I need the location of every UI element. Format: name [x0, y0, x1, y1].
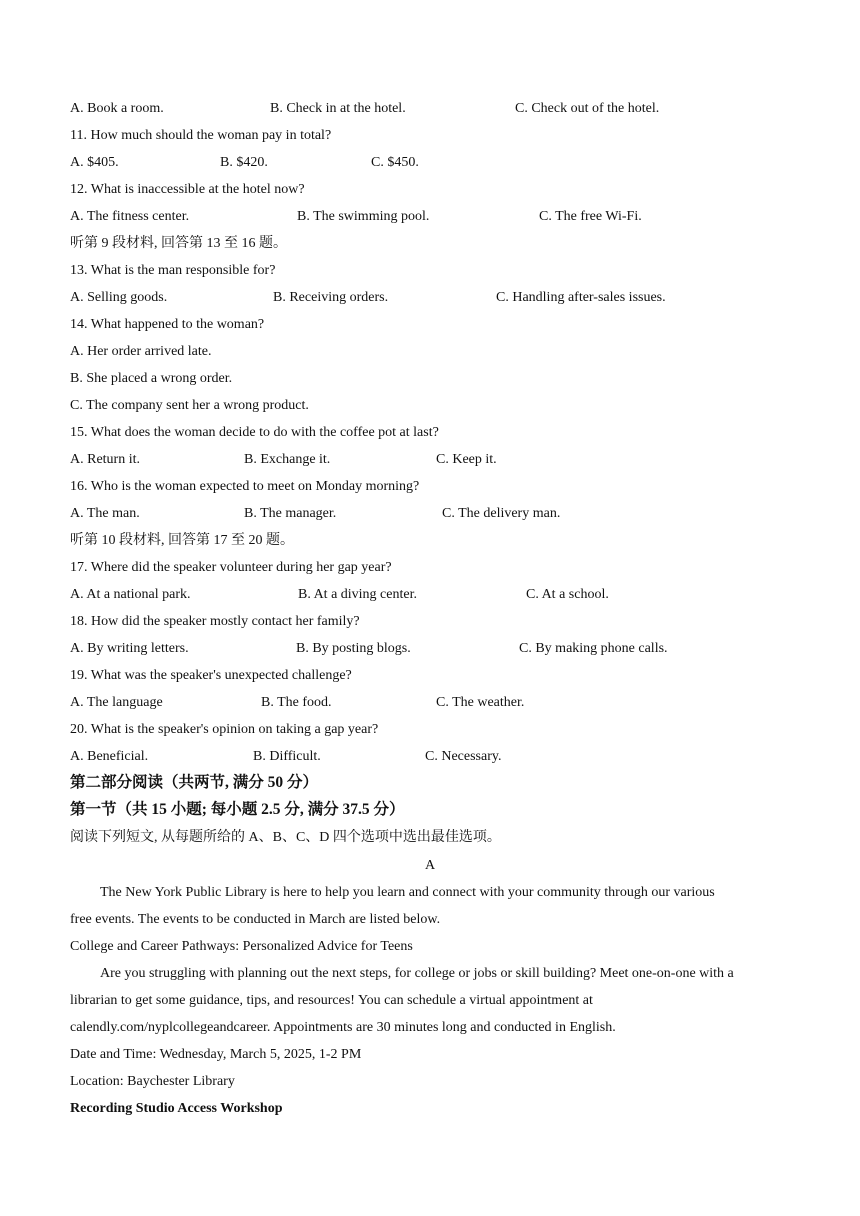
q14-question: 14. What happened to the woman? — [70, 317, 265, 332]
event-2-title: Recording Studio Access Workshop — [70, 1101, 283, 1116]
q14-option-a: A. Her order arrived late. — [70, 344, 212, 359]
q20-question: 20. What is the speaker's opinion on taking a gap year? — [70, 722, 379, 737]
q19-option-b: B. The food. — [261, 695, 332, 710]
q17-option-c: C. At a school. — [526, 587, 609, 602]
q16-option-c: C. The delivery man. — [442, 506, 561, 521]
q16-question: 16. Who is the woman expected to meet on Monday morning? — [70, 479, 420, 494]
reading-instruction: 阅读下列短文, 从每题所给的 A、B、C、D 四个选项中选出最佳选项。 — [70, 830, 501, 845]
q11-option-c: C. $450. — [371, 155, 419, 170]
q17-option-b: B. At a diving center. — [298, 587, 417, 602]
q10-option-b: B. Check in at the hotel. — [270, 101, 406, 116]
q16-option-b: B. The manager. — [244, 506, 337, 521]
q16-option-a: A. The man. — [70, 506, 140, 521]
section-9-instruction: 听第 9 段材料, 回答第 13 至 16 题。 — [70, 236, 287, 251]
q17-question: 17. Where did the speaker volunteer during her gap year? — [70, 560, 392, 575]
q18-option-a: A. By writing letters. — [70, 641, 189, 656]
q10-option-c: C. Check out of the hotel. — [515, 101, 660, 116]
q20-option-b: B. Difficult. — [253, 749, 321, 764]
q19-question: 19. What was the speaker's unexpected challenge? — [70, 668, 352, 683]
q10-option-a: A. Book a room. — [70, 101, 164, 116]
q11-option-a: A. $405. — [70, 155, 119, 170]
passage-letter: A — [424, 858, 436, 873]
passage-paragraph-2-line-2: librarian to get some guidance, tips, and resources! You can schedule a virtual appointment at — [70, 993, 593, 1008]
passage-paragraph-1-line-1: The New York Public Library is here to help you learn and connect with your community through our various — [100, 885, 715, 900]
q18-question: 18. How did the speaker mostly contact her family? — [70, 614, 360, 629]
part-2-title: 第二部分阅读（共两节, 满分 50 分） — [70, 774, 319, 791]
section-10-instruction: 听第 10 段材料, 回答第 17 至 20 题。 — [70, 533, 294, 548]
q12-question: 12. What is inaccessible at the hotel now? — [70, 182, 305, 197]
q15-option-a: A. Return it. — [70, 452, 140, 467]
q13-option-c: C. Handling after-sales issues. — [496, 290, 666, 305]
passage-paragraph-2-line-3: calendly.com/nyplcollegeandcareer. Appointments are 30 minutes long and conducted in English. — [70, 1020, 616, 1035]
q15-question: 15. What does the woman decide to do with the coffee pot at last? — [70, 425, 439, 440]
q15-option-c: C. Keep it. — [436, 452, 497, 467]
q14-option-c: C. The company sent her a wrong product. — [70, 398, 309, 413]
event-1-location: Location: Baychester Library — [70, 1074, 235, 1089]
q12-option-b: B. The swimming pool. — [297, 209, 430, 224]
passage-paragraph-2-line-1: Are you struggling with planning out the next steps, for college or jobs or skill building? Meet one-on-one with a — [100, 966, 734, 981]
part-2-section-1-heading: 第一节（共 15 小题; 每小题 2.5 分, 满分 37.5 分） — [70, 801, 405, 818]
passage-paragraph-1-line-2: free events. The events to be conducted in March are listed below. — [70, 912, 441, 927]
event-1-title: College and Career Pathways: Personalized Advice for Teens — [70, 939, 413, 954]
q19-option-a: A. The language — [70, 695, 163, 710]
q19-option-c: C. The weather. — [436, 695, 525, 710]
event-1-date-time: Date and Time: Wednesday, March 5, 2025, 1-2 PM — [70, 1047, 362, 1062]
q20-option-a: A. Beneficial. — [70, 749, 149, 764]
q13-option-a: A. Selling goods. — [70, 290, 168, 305]
q18-option-c: C. By making phone calls. — [519, 641, 668, 656]
q20-option-c: C. Necessary. — [425, 749, 502, 764]
q15-option-b: B. Exchange it. — [244, 452, 331, 467]
q12-option-a: A. The fitness center. — [70, 209, 190, 224]
q13-option-b: B. Receiving orders. — [273, 290, 389, 305]
q12-option-c: C. The free Wi-Fi. — [539, 209, 642, 224]
q17-option-a: A. At a national park. — [70, 587, 191, 602]
q11-option-b: B. $420. — [220, 155, 268, 170]
q13-question: 13. What is the man responsible for? — [70, 263, 276, 278]
q18-option-b: B. By posting blogs. — [296, 641, 411, 656]
q11-question: 11. How much should the woman pay in total? — [70, 128, 332, 143]
q14-option-b: B. She placed a wrong order. — [70, 371, 233, 386]
